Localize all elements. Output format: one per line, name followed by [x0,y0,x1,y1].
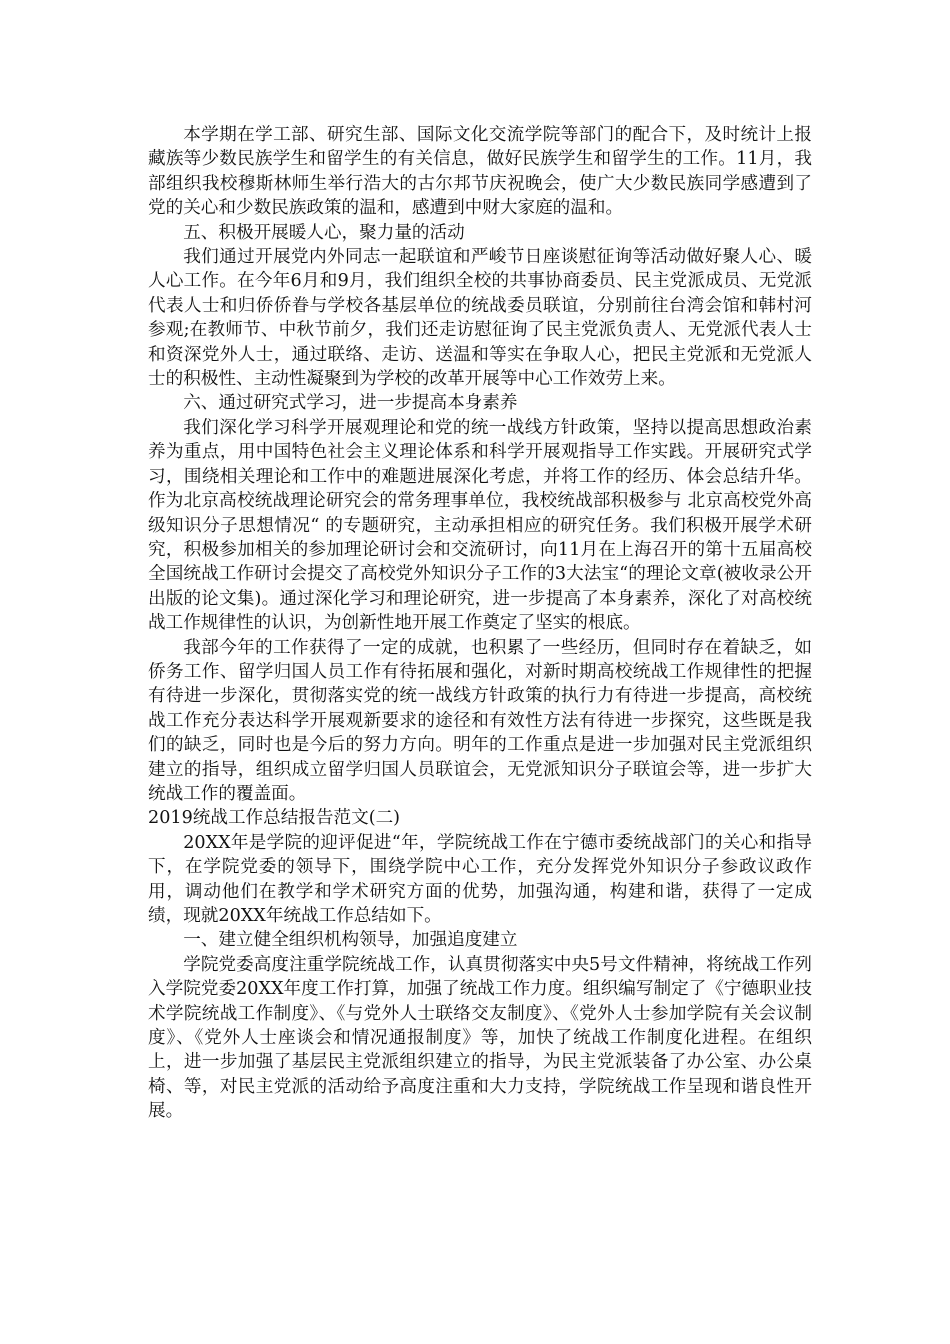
document-page [148,123,812,1124]
section-heading-5: 五、积极开展暖人心，聚力量的活动 [183,222,465,243]
paragraph-research-study: 我们深化学习科学开展观理论和党的统一战线方针政策，坚持以提高思想政治素养为重点，用中国特色社会主义理论体系和科学开展观指导工作实践。开展研究式学习，围绕相关理论和工作中的难题进展深化考虑，并将工作的经历、体会总结升华。作为北京高校统战理论研究会的常务理事单位，我校统战部积极参与 北京高校党外高级知识分子思想情况“ 的专题研究，主动承担相应的研究任务。我们积极开展学术研究，积极参加相关的参加理论研讨会和交流研讨，向11月在上海召开的第十五届高校全国统战工作研讨会提交了高校党外知识分子工作的3大法宝“的理论文章(被收录公开出版的论文集)。通过深化学习和理论研究，进一步提高了本身素养，深化了对高校统战工作规律性的认识，为创新性地开展工作奠定了坚实的根底。 [148,417,812,634]
paragraph-organization: 学院党委高度注重学院统战工作，认真贯彻落实中央5号文件精神，将统战工作列入学院党委20XX年度工作打算，加强了统战工作力度。组织编写制定了《宁德职业技术学院统战工作制度》、《与党外人士联络交友制度》、《党外人士参加学院有关会议制度》、《党外人士座谈会和情况通报制度》等，加快了统战工作制度化进程。在组织上，进一步加强了基层民主党派组织建立的指导，为民主党派装备了办公室、办公桌椅、等，对民主党派的活动给予高度注重和大力支持，学院统战工作呈现和谐良性开展。 [148,954,812,1122]
paragraph-shortcomings: 我部今年的工作获得了一定的成就，也积累了一些经历，但同时存在着缺乏，如侨务工作、留学归国人员工作有待拓展和强化，对新时期高校统战工作规律性的把握有待进一步深化，贯彻落实党的统一战线方针政策的执行力有待进一步提高，高校统战工作充分表达科学开展观新要求的途径和有效性方法有待进一步探究，这些既是我们的缺乏，同时也是今后的努力方向。明年的工作重点是进一步加强对民主党派组织建立的指导，组织成立留学归国人员联谊会，无党派知识分子联谊会等，进一步扩大统战工作的覆盖面。 [148,637,812,804]
section-heading-1: 一、建立健全组织机构领导，加强追度建立 [183,930,518,951]
document-subtitle: 2019统战工作总结报告范文(二) [148,808,401,829]
paragraph-gathering-hearts: 我们通过开展党内外同志一起联谊和严峻节日座谈慰征询等活动做好聚人心、暖人心工作。在今年6月和9月，我们组织全校的共事协商委员、民主党派成员、无党派代表人士和归侨侨眷与学校各基层单位的统战委员联谊，分别前往台湾会馆和韩村河参观;在教师节、中秋节前夕，我们还走访慰征询了民主党派负责人、无党派代表人士和资深党外人士，通过联络、走访、送温和等实在争取人心，把民主党派和无党派人士的积极性、主动性凝聚到为学校的改革开展等中心工作效劳上来。 [148,247,812,390]
section-heading-6: 六、通过研究式学习，进一步提高本身素养 [183,393,518,414]
paragraph-student-info: 本学期在学工部、研究生部、国际文化交流学院等部门的配合下，及时统计上报藏族等少数民族学生和留学生的有关信息，做好民族学生和留学生的工作。11月，我部组织我校穆斯林师生举行浩大的古尔邦节庆祝晚会，使广大少数民族同学感遭到了党的关心和少数民族政策的温和，感遭到中财大家庭的温和。 [148,125,812,219]
paragraph-intro-2: 20XX年是学院的迎评促进“年，学院统战工作在宁德市委统战部门的关心和指导下，在学院党委的领导下，围绕学院中心工作，充分发挥党外知识分子参政议政作用，调动他们在教学和学术研究方面的优势，加强沟通，构建和谐，获得了一定成绩，现就20XX年统战工作总结如下。 [148,832,812,926]
